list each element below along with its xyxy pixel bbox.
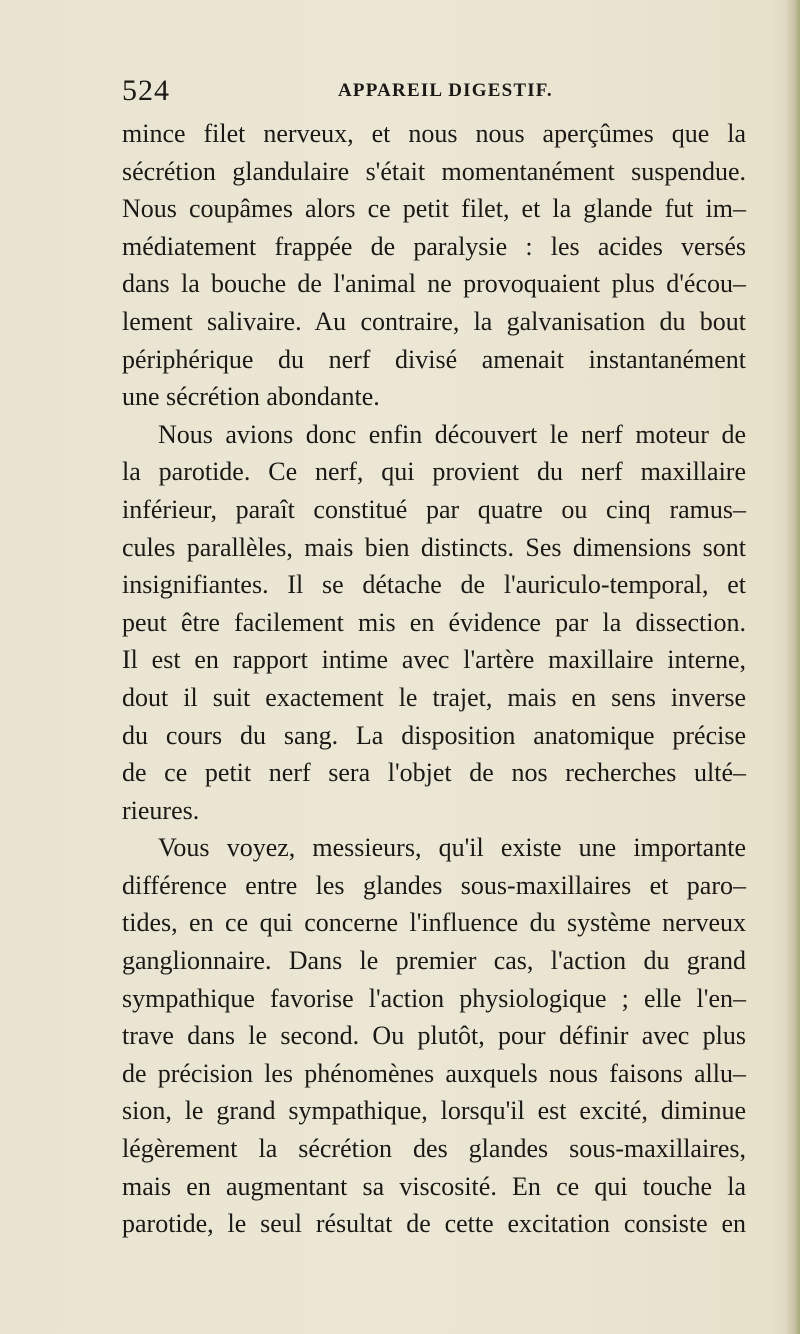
page-number: 524: [122, 74, 170, 107]
text-line: médiatement frappée de paralysie : les acides versés: [122, 231, 746, 261]
running-head: [122, 74, 682, 114]
text-line: mais en augmentant sa viscosité. En ce qui touche la: [122, 1171, 746, 1201]
text-line: sion, le grand sympathique, lorsqu'il est excité, diminue: [122, 1096, 746, 1126]
text-line: de ce petit nerf sera l'objet de nos recherches ulté–: [122, 758, 746, 788]
text-line: trave dans le second. Ou plutôt, pour définir avec plus: [122, 1021, 746, 1051]
text-line: la parotide. Ce nerf, qui provient du nerf maxillaire: [122, 457, 746, 487]
text-line: du cours du sang. La disposition anatomique précise: [122, 720, 746, 750]
paragraph-start-line: Nous avions donc enfin découvert le nerf moteur de: [158, 419, 746, 449]
body-text: [122, 115, 746, 1243]
text-line: différence entre les glandes sous-maxillaires et paro–: [122, 870, 746, 900]
text-line: Nous coupâmes alors ce petit filet, et la glande fut im–: [122, 194, 746, 224]
text-line: ganglionnaire. Dans le premier cas, l'action du grand: [122, 946, 746, 976]
text-line: de précision les phénomènes auxquels nous faisons allu–: [122, 1058, 746, 1088]
text-line: insignifiantes. Il se détache de l'auriculo-temporal, et: [122, 570, 746, 600]
paragraph-end-line: rieures.: [122, 795, 200, 825]
text-line: parotide, le seul résultat de cette excitation consiste en: [122, 1209, 746, 1239]
text-line: lement salivaire. Au contraire, la galvanisation du bout: [122, 306, 746, 336]
text-line: dans la bouche de l'animal ne provoquaient plus d'écou–: [122, 269, 746, 299]
text-line: sécrétion glandulaire s'était momentanément suspendue.: [122, 156, 746, 186]
section-title: APPAREIL DIGESTIF.: [338, 80, 553, 101]
text-line: cules parallèles, mais bien distincts. Ses dimensions sont: [122, 532, 746, 562]
paragraph-start-line: Vous voyez, messieurs, qu'il existe une importante: [158, 833, 746, 863]
text-line: périphérique du nerf divisé amenait instantanément: [122, 344, 746, 374]
text-line: légèrement la sécrétion des glandes sous-maxillaires,: [122, 1134, 746, 1164]
text-line: sympathique favorise l'action physiologique ; elle l'en–: [122, 983, 746, 1013]
text-line: dout il suit exactement le trajet, mais en sens inverse: [122, 682, 746, 712]
text-line: Il est en rapport intime avec l'artère maxillaire interne,: [122, 645, 746, 675]
paragraph-end-line: une sécrétion abondante.: [122, 382, 380, 412]
text-line: mince filet nerveux, et nous nous aperçûmes que la: [122, 119, 746, 148]
text-line: inférieur, paraît constitué par quatre ou cinq ramus–: [122, 494, 746, 524]
text-line: tides, en ce qui concerne l'influence du système nerveux: [122, 908, 746, 938]
text-line: peut être facilement mis en évidence par la dissection.: [122, 607, 746, 637]
page-edge-shadow: [786, 0, 800, 1334]
